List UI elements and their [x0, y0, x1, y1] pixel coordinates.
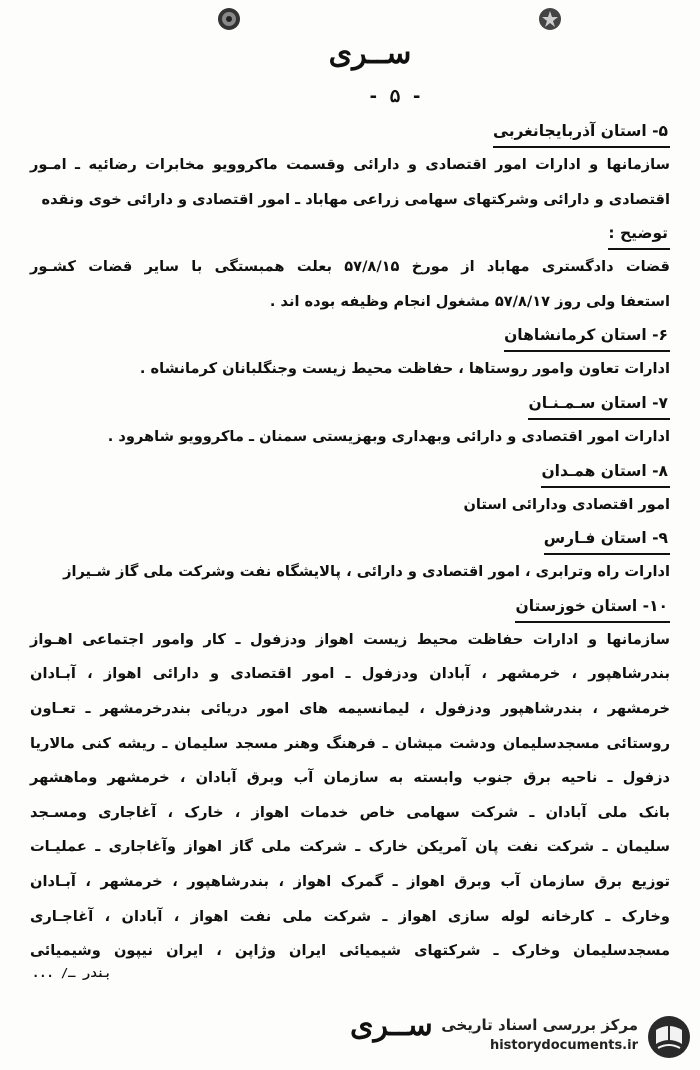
body-line: قضات دادگستری مهاباد از مورخ ۵۷/۸/۱۵ بعلت همبستگی با سایر قضات کشـور: [30, 258, 670, 276]
body-line: دزفول ـ ناحیه برق جنوب وابسته به سازمان آب وبرق آبادان ، خرمشهر وماهشهر: [30, 769, 670, 787]
body-line: استعفا ولی روز ۵۷/۸/۱۷ مشغول انجام وظیفه بوده اند .: [269, 292, 670, 310]
section-khuzestan: [30, 593, 670, 969]
seal-emblem-icon: [537, 6, 563, 32]
section-heading: ۱۰- استان خوزستان: [515, 593, 670, 623]
section-kermanshahan: [30, 322, 670, 387]
body-line: ادارات امور اقتصادی و دارائی وبهداری وبهزیستی سمنان ـ ماکروویو شاهرود .: [107, 427, 670, 445]
section-heading: ۵- استان آذربایجانغربی: [493, 118, 670, 148]
classification-header: ســری: [328, 36, 412, 71]
body-line: خرمشهر ، بندرشاهپور ودزفول ، لیمانسیمه های امور دریائی بندرخرمشهر ـ تعـاون: [30, 699, 670, 717]
page-number: - ۵ -: [367, 86, 423, 107]
archive-watermark: [426, 1008, 692, 1064]
classification-footer: ســری: [350, 1008, 433, 1043]
body-line: توزیع برق سازمان آب وبرق اهواز ـ گمرک اهواز ، بندرشاهپور ، خرمشهر ، آبـادان: [30, 872, 670, 890]
watermark-title: مرکز بررسی اسناد تاریخی: [441, 1016, 638, 1034]
body-line: مسجدسلیمان وخارک ـ شرکتهای شیمیائی ایران وژاپن ، ایران نیپون وشیمیائی: [30, 942, 670, 960]
body-line: امور اقتصادی ودارائی استان: [463, 495, 670, 513]
section-hamadan: [30, 458, 670, 523]
body-line: ادارات راه وترابری ، امور اقتصادی و دارائی ، پالایشگاه نفت وشرکت ملی گاز شـیراز: [63, 563, 670, 581]
book-logo-icon: [646, 1014, 692, 1060]
body-line: سازمانها و ادارات حفاظت محیط زیست اهواز ودزفول ـ کار وامور اجتماعی اهـواز: [30, 630, 670, 648]
watermark-url: historydocuments.ir: [489, 1038, 638, 1053]
body-line: وخارک ـ کارخانه لوله سازی اهواز ـ شرکت ملی نفت اهواز ، آبادان ، آغاجـاری: [30, 907, 670, 925]
body-line: سلیمان ـ شرکت نفت پان آمریکن خارک ـ شرکت ملی گاز اهواز وآغاجاری ـ عملیـات: [30, 838, 670, 856]
section-heading: ۷- استان سـمـنـان: [528, 390, 670, 420]
body-line: سازمانها و ادارات امور اقتصادی و دارائی وقسمت ماکروویو مخابرات رضائیه ـ امـور: [30, 156, 670, 173]
body-line: روستائی مسجدسلیمان ودشت میشان ـ فرهنگ وهنر مسجد سلیمان ـ ریشه کنی مالاریا: [30, 734, 670, 752]
continuation-marker: بندر ـ/ ...: [32, 966, 112, 980]
section-heading: ۶- استان کرمانشاهان: [504, 322, 670, 352]
section-semnan: [30, 390, 670, 455]
section-heading: توضیح :: [608, 220, 670, 250]
body-line: اقتصادی و دارائی وشرکتهای سهامی زراعی مهاباد ـ امور اقتصادی و دارائی خوی ونقده: [41, 190, 670, 208]
section-azarbaijan: [30, 118, 670, 217]
section-note: [30, 220, 670, 319]
section-heading: ۹- استان فـارس: [544, 525, 670, 555]
seal-emblem-icon: [216, 6, 242, 32]
body-line: ادارات تعاون وامور روستاها ، حفاظت محیط زیست وجنگلبانان کرمانشاه .: [139, 360, 670, 378]
body-line: بندرشاهپور ، خرمشهر ، آبادان ودزفول ـ امور اقتصادی و دارائی اهواز ، آبـادان: [30, 665, 670, 683]
section-heading: ۸- استان همـدان: [541, 458, 670, 488]
body-line: بانک ملی آبادان ـ شرکت سهامی خاص خدمات اهواز ، خارک ، آغاجاری ومسـجد: [30, 803, 670, 821]
section-fars: [30, 525, 670, 590]
document-body: [30, 118, 670, 972]
